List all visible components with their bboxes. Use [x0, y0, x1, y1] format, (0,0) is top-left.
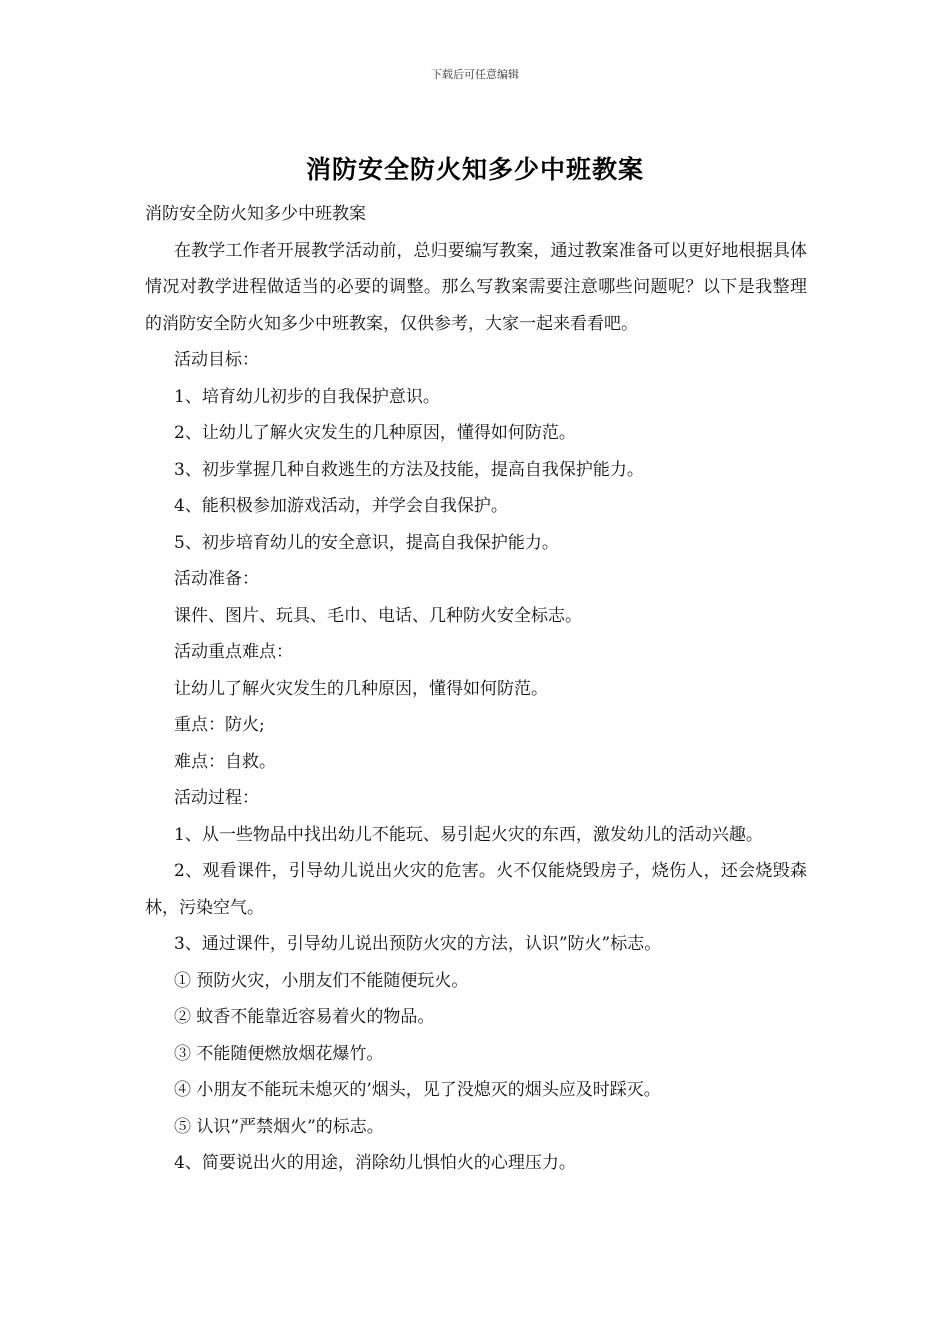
- goal-item: 3、初步掌握几种自救逃生的方法及技能，提高自我保护能力。: [174, 459, 644, 480]
- process-step: 4、简要说出火的用途，消除幼儿惧怕火的心理压力。: [174, 1153, 576, 1173]
- goal-item: 2、让幼儿了解火灾发生的几种原因，懂得如何防范。: [174, 423, 576, 443]
- prevention-item: ⑤ 认识”严禁烟火”的标志。: [174, 1116, 384, 1137]
- goal-item: 4、能积极参加游戏活动，并学会自我保护。: [174, 496, 508, 516]
- section-heading-preparation: 活动准备：: [174, 569, 259, 589]
- prevention-item: ② 蚊香不能靠近容易着火的物品。: [174, 1007, 435, 1027]
- section-heading-process: 活动过程：: [174, 788, 259, 808]
- key-points-text: 让幼儿了解火灾发生的几种原因，懂得如何防范。: [174, 678, 548, 699]
- prevention-item: ① 预防火灾，小朋友们不能随便玩火。: [174, 970, 469, 991]
- preparation-list: 课件、图片、玩具、毛巾、电话、几种防火安全标志。: [174, 605, 582, 626]
- key-point-focus: 重点：防火;: [174, 715, 265, 735]
- page-header-note: 下载后可任意编辑: [431, 68, 519, 81]
- section-heading-goals: 活动目标：: [174, 350, 259, 370]
- process-step: 1、从一些物品中找出幼儿不能玩、易引起火灾的东西，激发幼儿的活动兴趣。: [174, 824, 763, 845]
- process-step: 3、通过课件，引导幼儿说出预防火灾的方法，认识”防火”标志。: [174, 934, 662, 954]
- key-point-difficulty: 难点：自救。: [174, 751, 276, 772]
- document-body: [145, 196, 807, 1182]
- subtitle-line: 消防安全防火知多少中班教案: [145, 204, 366, 224]
- prevention-item: ③ 不能随便燃放烟花爆竹。: [174, 1043, 384, 1064]
- goal-item: 5、初步培育幼儿的安全意识，提高自我保护能力。: [174, 532, 559, 553]
- goal-item: 1、培育幼儿初步的自我保护意识。: [174, 386, 440, 407]
- section-heading-key-points: 活动重点难点：: [174, 642, 293, 662]
- prevention-item: ④ 小朋友不能玩未熄灭的’烟头，见了没熄灭的烟头应及时踩灭。: [174, 1080, 661, 1100]
- document-title: 消防安全防火知多少中班教案: [305, 155, 644, 184]
- process-step: 2、观看课件，引导幼儿说出火灾的危害。火不仅能烧毁房子，烧伤人，还会烧毁森林，污染空气。: [145, 861, 807, 918]
- intro-paragraph: 在教学工作者开展教学活动前，总归要编写教案，通过教案准备可以更好地根据具体情况对教学进程做适当的必要的调整。那么写教案需要注意哪些问题呢？以下是我整理的消防安全防火知多少中班教案，仅供参考，大家一起来看看吧。: [145, 240, 807, 334]
